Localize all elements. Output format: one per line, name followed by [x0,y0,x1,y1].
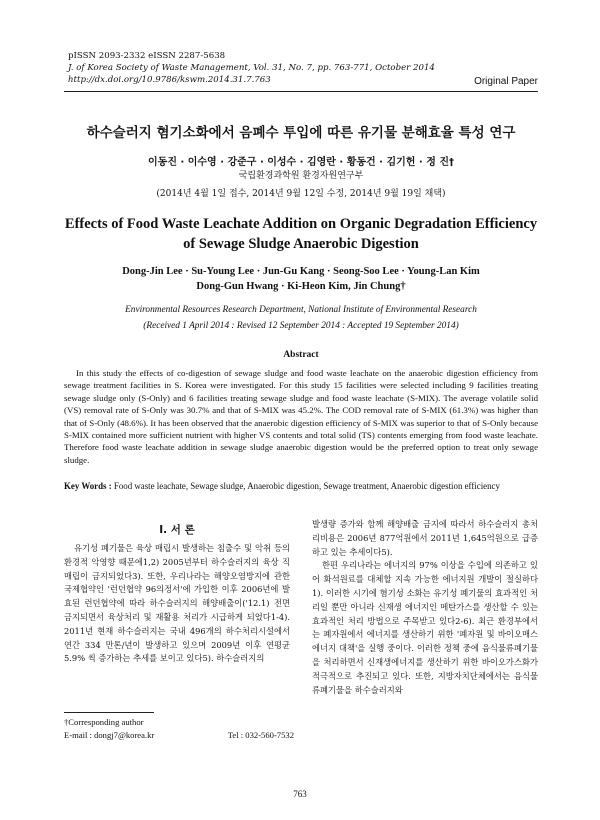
page-number: 763 [293,789,307,799]
korean-title: 하수슬러지 혐기소화에서 음폐수 투입에 따른 유기물 분해효율 특성 연구 [86,125,516,141]
author-email: E-mail : dongj7@korea.kr [64,730,155,740]
abstract-heading: Abstract [283,350,319,360]
korean-authors: 이동진 · 이수영 · 강준구 · 이성수 · 김영란 · 황동건 · 김기헌 · 정 진† [148,157,454,168]
corresponding-footnote [64,716,294,742]
intro-paragraph-1: 유기성 폐기물은 육상 매립시 발생하는 침출수 및 악취 등의 환경적 악영향 때문에1,2) 2005년부터 하수슬러지의 육상 직매립이 금지되었다3). 또한, 우리나라는 해양오염방지에 관한 국제협약인 '런던협약 96의정서'에 가입한 이후 2006년에 발효된 런던협약에 따라 하수슬러지의 해양배출이('12.1) 전면 금지되면서 육상처리 및 재활용 처리가 시급하게 되었다1-4). 2011년 현재 하수슬러지는 국내 496개의 하수처리시설에서 연간 334 만톤/년이 발생하고 있으며 2009년 이후 연평균 5.9% 씩 증가하는 추세를 보이고 있다5). 하수슬러지의 [64,543,290,664]
doi-link[interactable]: http://dx.doi.org/10.9786/kswm.2014.31.7.763 [68,75,271,85]
body-column-right [312,518,538,697]
english-authors-line2: Dong-Gun Hwang · Ki-Heon Kim, Jin Chung† [196,281,406,292]
english-title [64,214,538,254]
abstract-body: In this study the effects of co-digestion of sewage sludge and food waste leachate on the anaerobic digestion efficiency from sewage treatment facilities in S. Korea were investigated. For this study 15 facilities were selected including 9 facilities treating sewage sludge only (S-Only) and 6 facilities treating sewage sludge and food waste leachate (S-MIX). The average volatile solid (VS) removal rate of S-Only was 30.7% and that of S-MIX was 45.2%. The COD removal rate of S-MIX (61.3%) was higher than that of S-Only (48.6%). It has been observed that the anaerobic digestion efficiency of S-MIX was superior to that of S-Only because S-MIX contained more sufficient nutrient with higher VS contents and total solid (TS) contents emerging from food waste leachate. Therefore food waste leachate addition in sewage sludge anaerobic digestion would be the preferred option to treat only sewage sludge. [64,368,538,465]
korean-affiliation: 국립환경과학원 환경자원연구부 [238,171,364,181]
section-title: I. 서 론 [159,524,195,536]
english-title-line2: of Sewage Sludge Anaerobic Digestion [183,236,419,252]
english-affiliation: Environmental Resources Research Department, National Institute of Environmental Research [125,305,477,315]
keywords-label: Key Words : [64,481,112,491]
intro-paragraph-3: 한편 우리나라는 에너지의 97% 이상을 수입에 의존하고 있어 화석원료를 대체할 지속 가능한 에너지원 개발이 절실하다1). 이러한 시기에 혐기성 소화는 유기성 폐기물의 효과적인 처리일 뿐만 아니라 신재생 에너지인 메탄가스를 생산할 수 있는 효과적인 처리 방법으로 주목받고 있다2-6). 최근 환경부에서는 폐자원에서 에너지를 생산하기 위한 '폐자원 및 바이오매스 에너지 대책'을 실행 중이다. 이러한 정책 중에 음식물류폐기물을 처리하면서 신재생에너지를 생산하기 위한 바이오가스화가 적극적으로 추진되고 있다. 또한, 지방자치단체에서는 음식물류폐기물을 하수슬러지와 [312,560,538,695]
journal-meta [68,50,538,86]
keywords-list: Food waste leachate, Sewage sludge, Anaerobic digestion, Sewage treatment, Anaerobic digestion efficiency [113,481,500,491]
english-dates: (Received 1 April 2014 : Revised 12 September 2014 : Accepted 19 September 2014) [143,321,459,331]
english-authors [64,264,538,294]
footnote-rule [64,712,154,713]
journal-citation: J. of Korea Society of Waste Management, Vol. 31, No. 7, pp. 763-771, October 2014 [68,63,435,73]
paper-type: Original Paper [474,76,538,87]
keywords [64,481,538,491]
korean-dates: (2014년 4월 1일 접수, 2014년 9월 12일 수정, 2014년 9월 19일 채택) [156,189,446,199]
english-title-line1: Effects of Food Waste Leachate Addition on Organic Degradation Efficiency [64,216,538,232]
issn: pISSN 2093-2332 eISSN 2287-5638 [68,51,226,61]
author-tel: Tel : 032-560-7532 [227,730,294,740]
intro-paragraph-2: 발생량 증가와 함께 해양배출 금지에 따라서 하수슬러지 총처리비용은 2006년 877억원에서 2011년 1,645억원으로 급증하고 있는 추세이다5). [312,519,538,557]
english-authors-line1: Dong-Jin Lee · Su-Young Lee · Jun-Gu Kang · Seong-Soo Lee · Young-Lan Kim [122,266,480,277]
body-column-left [64,518,290,666]
header-rule [64,91,538,92]
corresponding-author: †Corresponding author [64,717,144,727]
